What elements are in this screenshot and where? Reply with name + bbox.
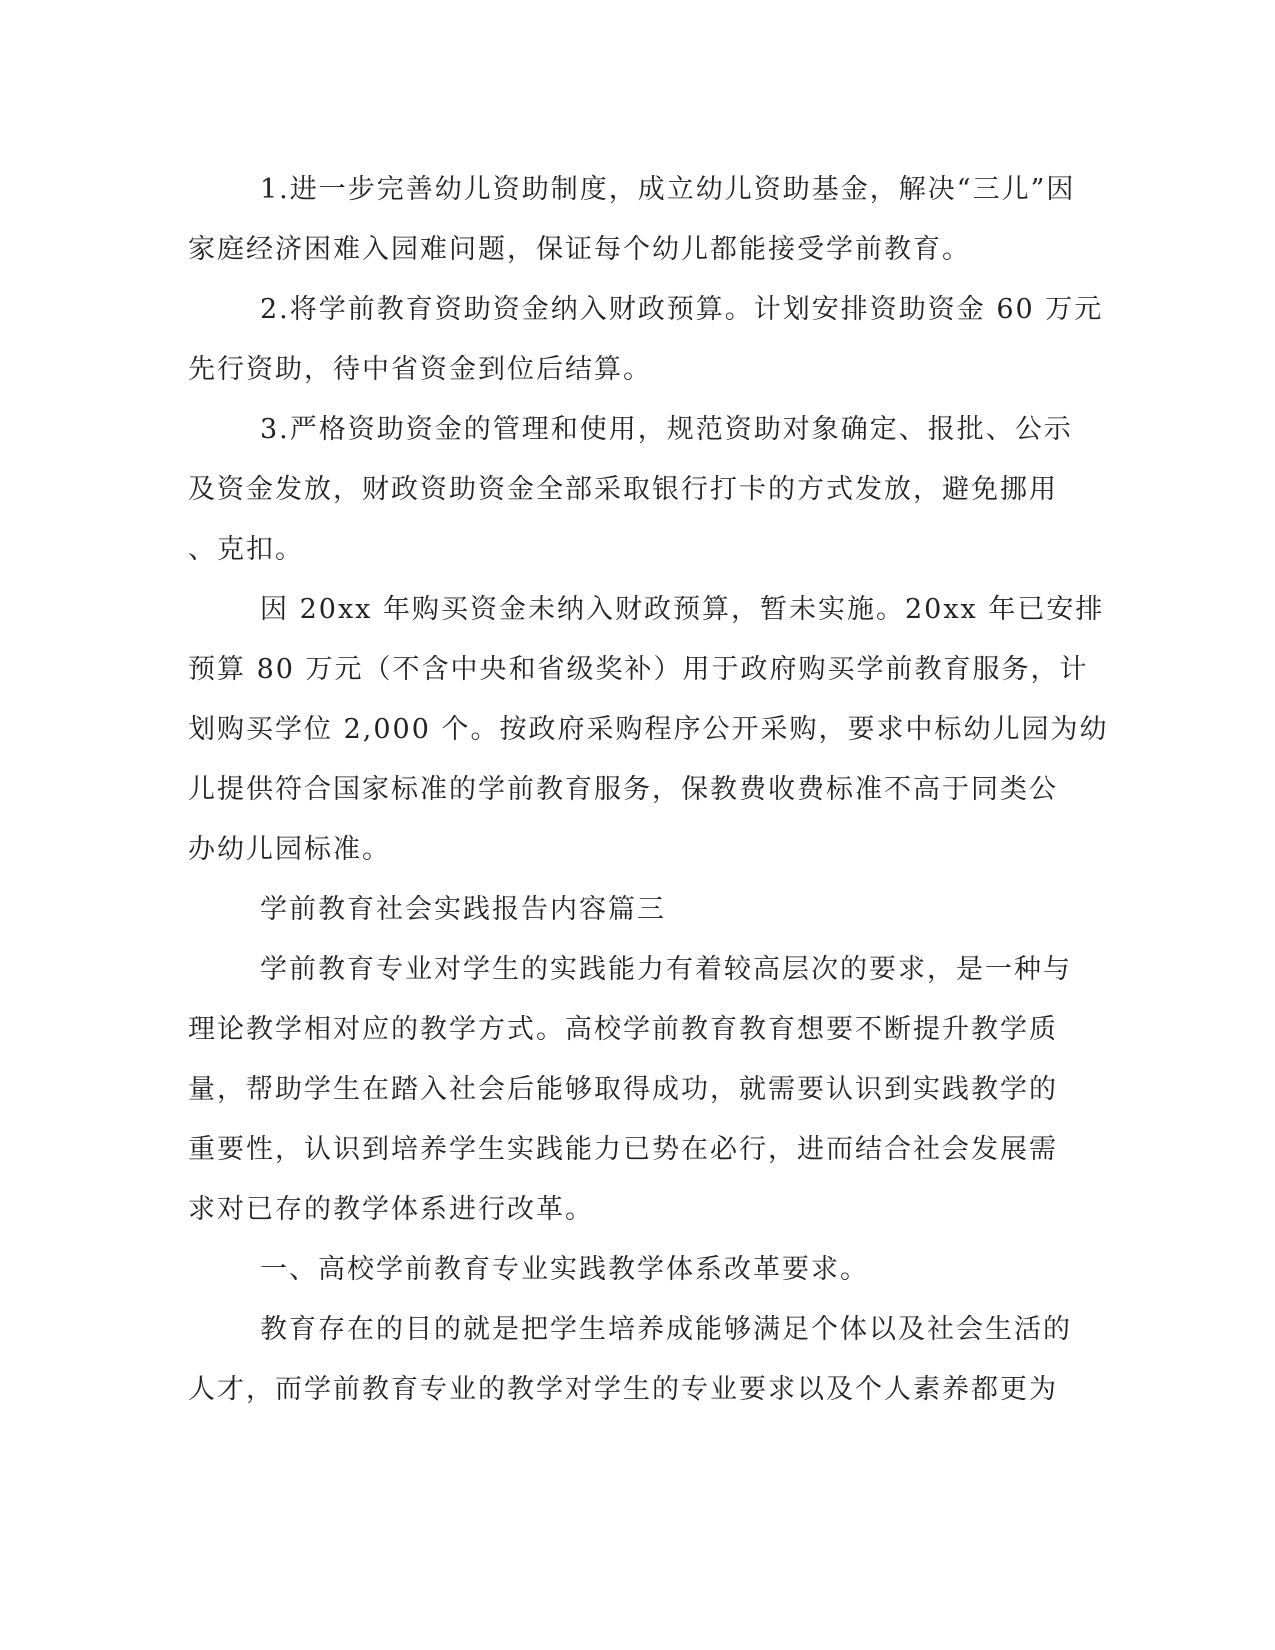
section-heading-text: 学前教育社会实践报告内容篇三 bbox=[260, 894, 666, 925]
text-line: 家庭经济困难入园难问题，保证每个幼儿都能接受学前教育。 bbox=[188, 234, 971, 265]
text-line: 重要性，认识到培养学生实践能力已势在必行，进而结合社会发展需 bbox=[188, 1134, 1058, 1165]
paragraph-7 bbox=[188, 1300, 1088, 1420]
text-line: 及资金发放，财政资助资金全部采取银行打卡的方式发放，避免挪用 bbox=[188, 474, 1058, 505]
text-line: 教育存在的目的就是把学生培养成能够满足个体以及社会生活的 bbox=[260, 1314, 1072, 1345]
text-line: 儿提供符合国家标准的学前教育服务，保教费收费标准不高于同类公 bbox=[188, 774, 1058, 805]
text-line: 学前教育专业对学生的实践能力有着较高层次的要求，是一种与 bbox=[260, 954, 1072, 985]
text-line: 办幼儿园标准。 bbox=[188, 834, 391, 865]
text-line: 一、高校学前教育专业实践教学体系改革要求。 bbox=[260, 1254, 869, 1285]
text-line: 量，帮助学生在踏入社会后能够取得成功，就需要认识到实践教学的 bbox=[188, 1074, 1058, 1105]
text-line: 人才，而学前教育专业的教学对学生的专业要求以及个人素养都更为 bbox=[188, 1374, 1058, 1405]
text-line: 3.严格资助资金的管理和使用，规范资助对象确定、报批、公示 bbox=[260, 414, 1073, 445]
text-line: 求对已存的教学体系进行改革。 bbox=[188, 1194, 594, 1225]
text-line: 预算 80 万元（不含中央和省级奖补）用于政府购买学前教育服务，计 bbox=[188, 654, 1089, 685]
section-heading bbox=[188, 880, 1088, 940]
paragraph-3 bbox=[188, 400, 1088, 580]
paragraph-4 bbox=[188, 580, 1109, 880]
text-line: 、克扣。 bbox=[188, 534, 304, 565]
paragraph-5 bbox=[188, 940, 1088, 1240]
paragraph-6 bbox=[188, 1240, 1088, 1300]
text-line: 2.将学前教育资助资金纳入财政预算。计划安排资助资金 60 万元 bbox=[260, 294, 1104, 325]
text-line: 因 20xx 年购买资金未纳入财政预算，暂未实施。20xx 年已安排 bbox=[260, 594, 1105, 625]
text-line: 1.进一步完善幼儿资助制度，成立幼儿资助基金，解决“三儿”因 bbox=[260, 174, 1076, 205]
document-body bbox=[188, 160, 1109, 1420]
text-line: 先行资助，待中省资金到位后结算。 bbox=[188, 354, 652, 385]
text-line: 划购买学位 2,000 个。按政府采购程序公开采购，要求中标幼儿园为幼 bbox=[188, 714, 1109, 745]
paragraph-2 bbox=[188, 280, 1104, 400]
paragraph-1 bbox=[188, 160, 1088, 280]
text-line: 理论教学相对应的教学方式。高校学前教育教育想要不断提升教学质 bbox=[188, 1014, 1058, 1045]
